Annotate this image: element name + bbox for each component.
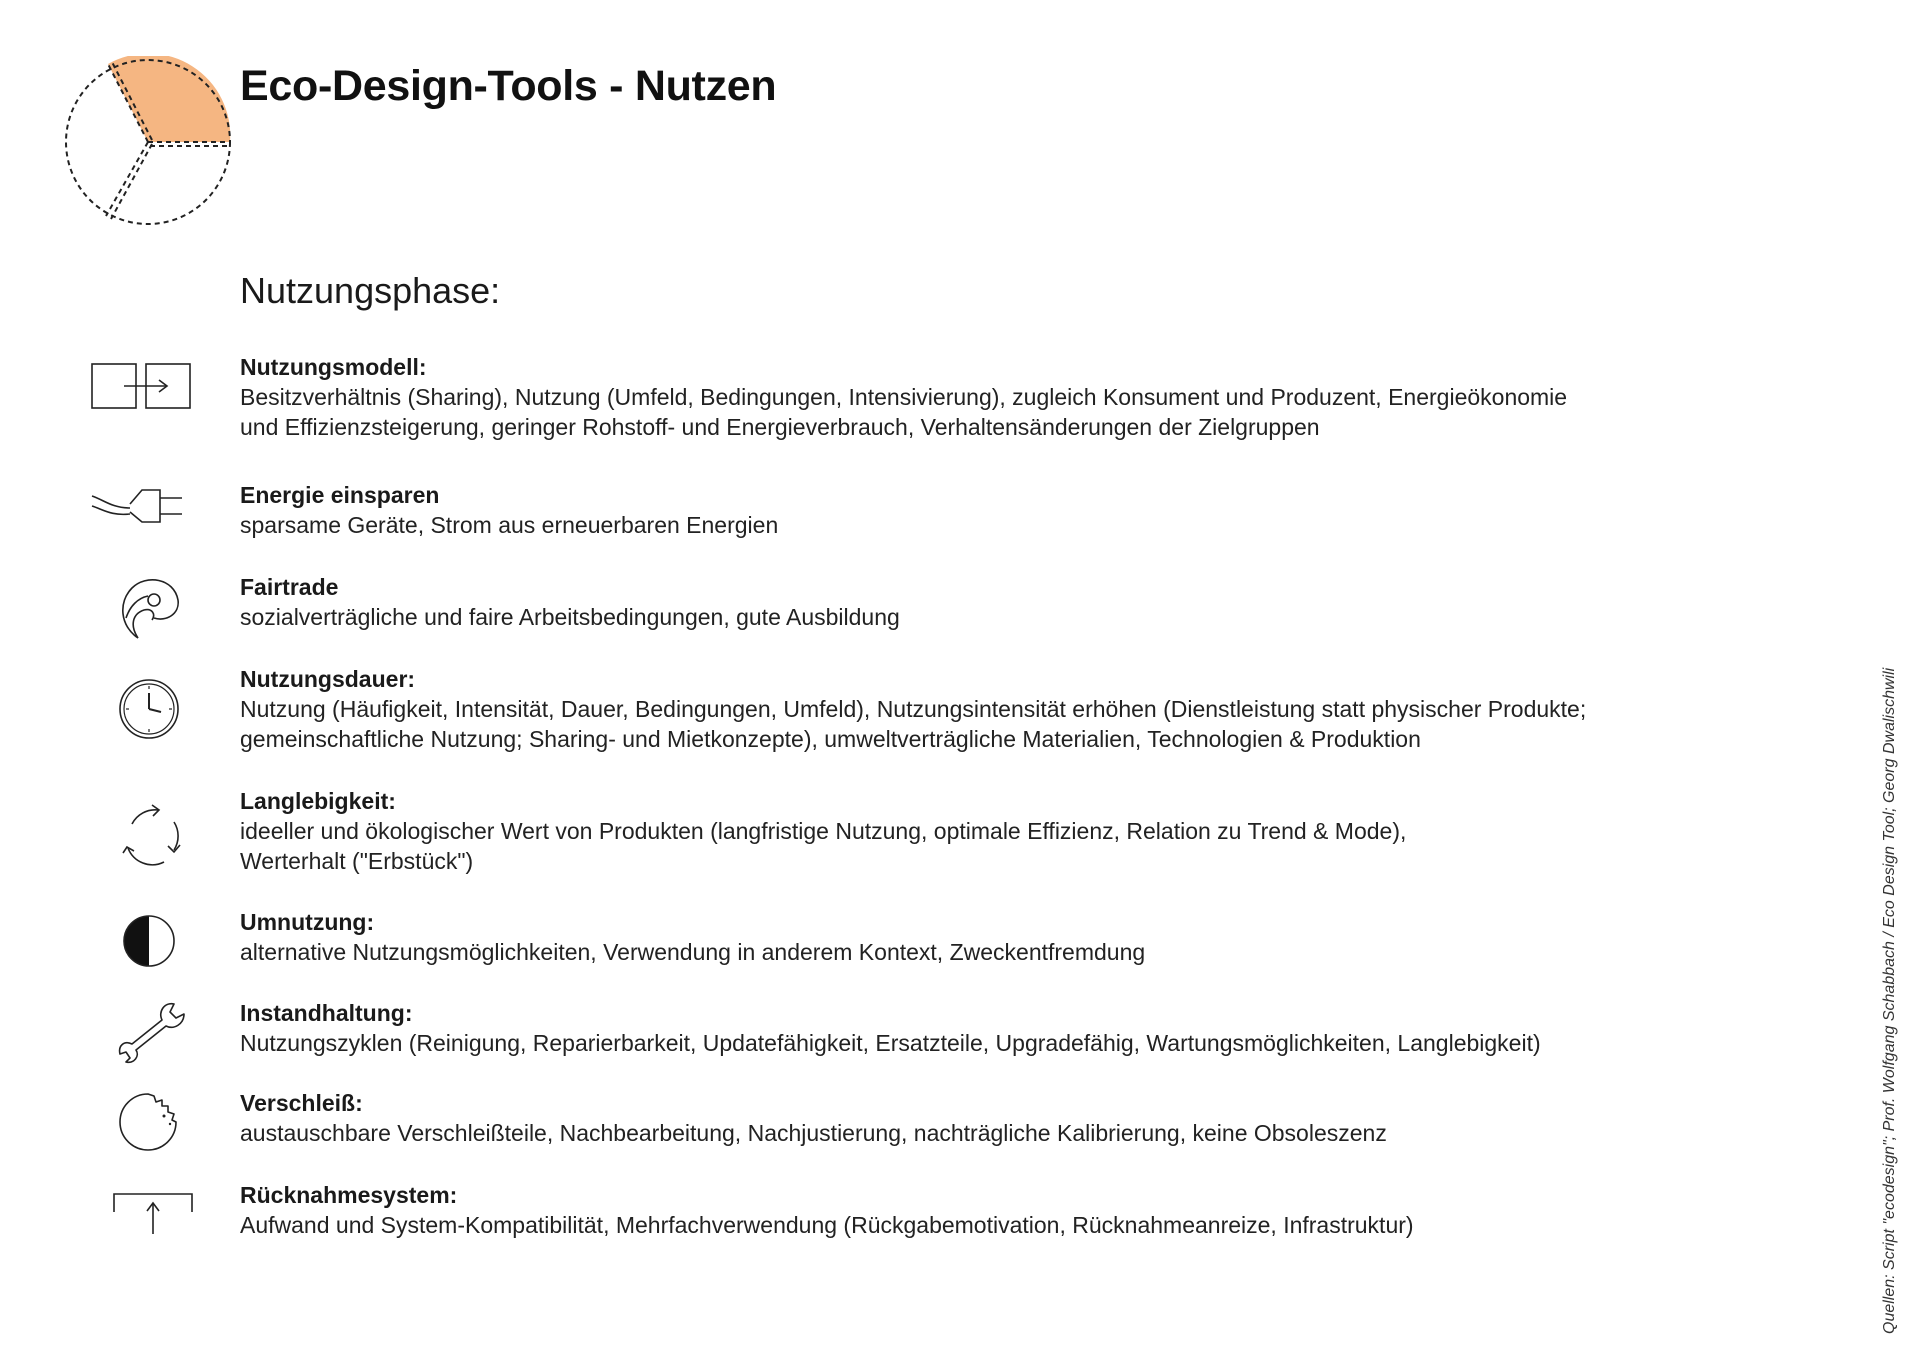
item-title: Energie einsparen bbox=[240, 482, 440, 508]
item-text: austauschbare Verschleißteile, Nachbearbeitung, Nachjustierung, nachträgliche Kalibrierung, keine Obsoleszenz bbox=[240, 1120, 1387, 1146]
item-text: Nutzungszyklen (Reinigung, Reparierbarkeit, Updatefähigkeit, Ersatzteile, Upgradefähig, Wartungsmöglichkeiten, Langlebigkeit) bbox=[240, 1030, 1541, 1056]
item-text: sozialverträgliche und faire Arbeitsbedingungen, gute Ausbildung bbox=[240, 604, 900, 630]
list-item-umnutzung bbox=[240, 907, 1720, 967]
list-item-langlebigkeit bbox=[240, 786, 1720, 876]
item-text: ideeller und ökologischer Wert von Produkten (langfristige Nutzung, optimale Effizienz, Relation zu Trend & Mode), Werterhalt ("Erbstück") bbox=[240, 818, 1407, 874]
box-arrow-icon bbox=[90, 362, 194, 410]
item-title: Instandhaltung: bbox=[240, 1000, 413, 1026]
item-text: Aufwand und System-Kompatibilität, Mehrfachverwendung (Rückgabemotivation, Rücknahmeanreize, Infrastruktur) bbox=[240, 1212, 1414, 1238]
list-item-nutzungsdauer bbox=[240, 664, 1720, 754]
item-title: Nutzungsdauer: bbox=[240, 666, 416, 692]
item-text: sparsame Geräte, Strom aus erneuerbaren Energien bbox=[240, 512, 779, 538]
wrench-icon bbox=[116, 1000, 190, 1064]
plug-icon bbox=[90, 482, 194, 528]
list-item-fairtrade bbox=[240, 572, 1720, 632]
list-item-instandhaltung bbox=[240, 998, 1720, 1058]
worn-circle-icon bbox=[118, 1090, 182, 1154]
page-title: Eco-Design-Tools - Nutzen bbox=[240, 62, 777, 110]
fairtrade-icon bbox=[116, 574, 182, 640]
section-title: Nutzungsphase: bbox=[240, 270, 501, 311]
item-text: alternative Nutzungsmöglichkeiten, Verwendung in anderem Kontext, Zweckentfremdung bbox=[240, 939, 1146, 965]
item-title: Fairtrade bbox=[240, 574, 339, 600]
item-text: Nutzung (Häufigkeit, Intensität, Dauer, Bedingungen, Umfeld), Nutzungsintensität erhöhen (Dienstleistung statt physischer Produkte; gemeinschaftliche Nutzung; Sharing- und Mietkonzepte), umweltverträgliche Materialien, Technologien & Produktion bbox=[240, 696, 1587, 752]
item-title: Verschleiß: bbox=[240, 1090, 363, 1116]
item-title: Langlebigkeit: bbox=[240, 788, 396, 814]
eco-design-logo-icon bbox=[62, 56, 234, 226]
cycle-icon bbox=[118, 802, 186, 870]
item-text: Besitzverhältnis (Sharing), Nutzung (Umfeld, Bedingungen, Intensivierung), zugleich Konsument und Produzent, Energieökonomie und Effizienzsteigerung, geringer Rohstoff- und Energieverbrauch, Verhaltensänderungen der Zielgruppen bbox=[240, 384, 1568, 440]
clock-icon bbox=[118, 678, 180, 740]
list-item-ruecknahmesystem bbox=[240, 1180, 1720, 1240]
item-title: Rücknahmesystem: bbox=[240, 1182, 458, 1208]
list-item-nutzungsmodell bbox=[240, 352, 1720, 442]
return-arrow-icon bbox=[112, 1192, 194, 1236]
half-circle-icon bbox=[122, 914, 176, 968]
item-title: Umnutzung: bbox=[240, 909, 375, 935]
item-title: Nutzungsmodell: bbox=[240, 354, 427, 380]
list-item-energie-einsparen bbox=[240, 480, 1720, 540]
list-item-verschleiss bbox=[240, 1088, 1720, 1148]
source-credit: Quellen: Script "ecodesign"; Prof. Wolfgang Schabbach / Eco Design Tool; Georg Dwalischwili bbox=[1881, 667, 1898, 1334]
